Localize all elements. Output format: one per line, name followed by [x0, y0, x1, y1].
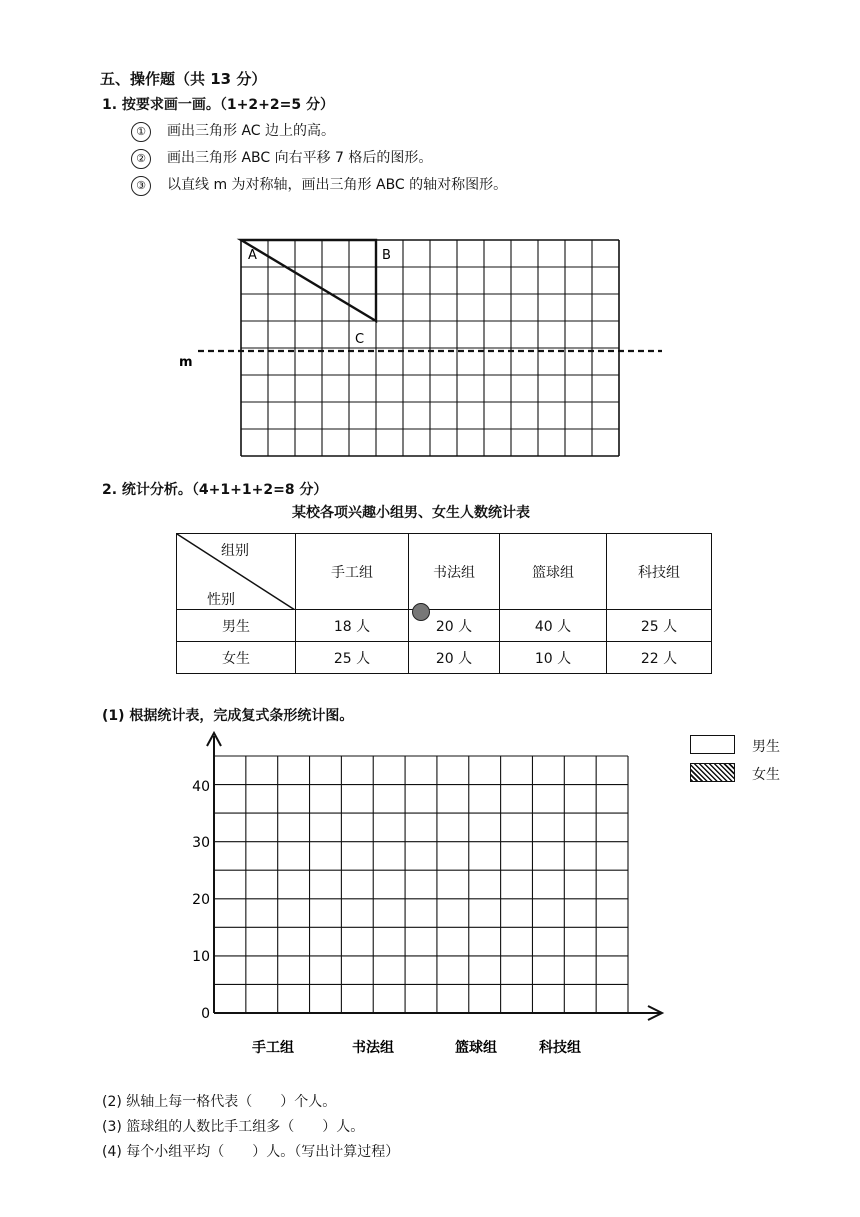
section-title: 五、操作题（共 13 分）	[100, 70, 267, 88]
x-category-label: 科技组	[539, 1040, 581, 1056]
row-label: 女生	[177, 642, 296, 674]
sub-question-1: (1) 根据统计表，完成复式条形统计图。	[102, 708, 354, 724]
item-text: 以直线 m 为对称轴，画出三角形 ABC 的轴对称图形。	[167, 177, 508, 193]
cell: 18 人	[296, 610, 409, 642]
q2-title: 2. 统计分析。（4+1+1+2=8 分）	[102, 482, 328, 498]
label-b: B	[382, 248, 391, 263]
legend-label-girls: 女生	[752, 767, 780, 783]
y-tick-labels	[192, 779, 210, 1022]
q1-title: 1. 按要求画一画。（1+2+2=5 分）	[102, 97, 334, 113]
y-tick-label: 0	[201, 1006, 210, 1022]
y-tick-label: 20	[192, 892, 210, 908]
x-category-labels	[252, 1039, 581, 1056]
header-group-3: 篮球组	[500, 534, 607, 610]
cell: 20 人	[409, 642, 500, 674]
cell: 25 人	[296, 642, 409, 674]
item-text: 画出三角形 ABC 向右平移 7 格后的图形。	[167, 150, 433, 166]
row-label: 男生	[177, 610, 296, 642]
item-number: ①	[131, 122, 151, 142]
y-tick-label: 40	[192, 779, 210, 795]
label-a: A	[248, 248, 257, 263]
x-category-label: 手工组	[252, 1040, 294, 1056]
label-c: C	[355, 332, 365, 347]
label-m: m	[179, 355, 193, 370]
corner-bottom-label: 性别	[207, 592, 235, 608]
cell: 10 人	[500, 642, 607, 674]
cell: 25 人	[607, 610, 712, 642]
item-text: 画出三角形 AC 边上的高。	[167, 123, 336, 139]
sub-question-4: (4) 每个小组平均（ ）人。（写出计算过程）	[102, 1144, 400, 1160]
corner-top-label: 组别	[221, 543, 249, 559]
cell: 20 人	[409, 610, 500, 642]
legend-label-boys: 男生	[752, 739, 780, 755]
header-group-2: 书法组	[409, 534, 500, 610]
cell: 40 人	[500, 610, 607, 642]
y-tick-label: 30	[192, 835, 210, 851]
item-number: ③	[131, 176, 151, 196]
header-group-1: 手工组	[296, 534, 409, 610]
chart-grid-lines	[214, 756, 628, 1013]
x-category-label: 书法组	[352, 1040, 394, 1056]
header-group-4: 科技组	[607, 534, 712, 610]
table-title: 某校各项兴趣小组男、女生人数统计表	[292, 505, 530, 521]
x-category-label: 篮球组	[455, 1040, 497, 1056]
item-number: ②	[131, 149, 151, 169]
cell: 22 人	[607, 642, 712, 674]
y-tick-label: 10	[192, 949, 210, 965]
sub-question-2: (2) 纵轴上每一格代表（ ）个人。	[102, 1094, 337, 1110]
sub-question-3: (3) 篮球组的人数比手工组多（ ）人。	[102, 1119, 365, 1135]
